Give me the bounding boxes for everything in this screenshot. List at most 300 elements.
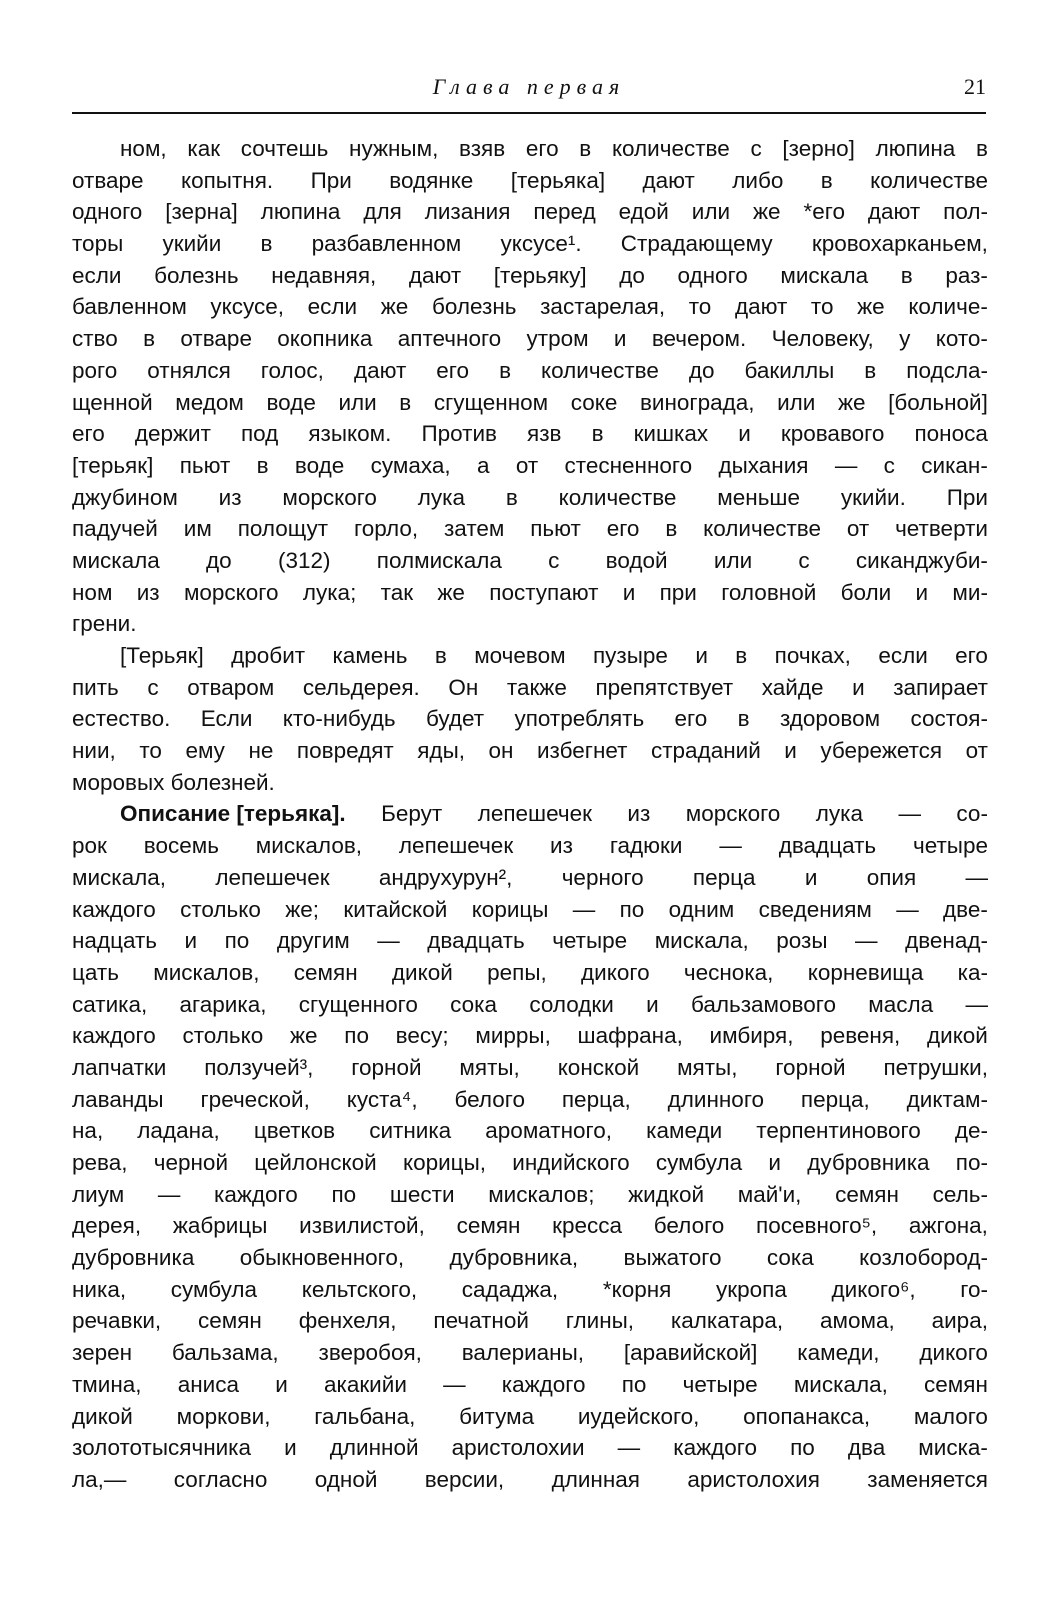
text-line [72, 1432, 988, 1464]
text-line [72, 1115, 988, 1147]
word: ном, [120, 136, 167, 161]
text-line [72, 989, 988, 1021]
word: же; [285, 896, 320, 922]
word: восемь [143, 833, 219, 859]
word: яды, [417, 738, 465, 764]
word: воде [266, 389, 316, 415]
word: до [206, 547, 232, 573]
word: ка- [957, 959, 988, 985]
word: камеди, [797, 1340, 880, 1366]
word: перед [533, 199, 596, 225]
word: поноса [914, 421, 988, 447]
word: сгущенного [298, 991, 418, 1017]
word: количестве [611, 136, 730, 161]
word: одним [668, 896, 735, 922]
word: черного [561, 864, 644, 890]
word: подсла- [906, 357, 988, 383]
text-line [72, 1464, 988, 1496]
text-line [72, 387, 988, 419]
word: мискалов; [488, 1181, 595, 1207]
word: окопника [277, 326, 373, 352]
word: бавленном [72, 294, 187, 320]
word: водой [605, 547, 668, 573]
word: в [976, 136, 988, 161]
word: одного [677, 262, 748, 288]
word: лепешечек [215, 864, 330, 890]
word: чеснока, [683, 959, 774, 985]
word: поступают [489, 579, 599, 605]
word: Страдающему [620, 231, 773, 257]
word: то [810, 294, 834, 320]
word: сумбула [170, 1276, 258, 1302]
text-line [72, 1179, 988, 1211]
word: боли [840, 579, 892, 605]
text-line [72, 640, 988, 672]
word: в [499, 357, 512, 383]
word: будет [426, 706, 485, 732]
text-line [72, 672, 988, 704]
word: торы [72, 231, 124, 257]
word: из [218, 484, 242, 510]
text-line [72, 355, 988, 387]
word: дают [642, 167, 695, 193]
word: так [380, 579, 414, 605]
word: же [289, 1023, 318, 1049]
word: ревеня, [820, 1023, 901, 1049]
word: уксусе¹. [500, 231, 582, 257]
word: джубином [72, 484, 178, 510]
word: корневища [807, 959, 924, 985]
word: с [147, 674, 159, 700]
word: в [505, 484, 518, 510]
running-head [72, 72, 986, 112]
word: *корня [602, 1276, 672, 1302]
word: люпина [260, 199, 341, 225]
text-line [72, 260, 988, 292]
word: полощут [237, 516, 329, 542]
text-line [72, 1020, 988, 1052]
word: — [377, 928, 400, 954]
word: горной [351, 1054, 422, 1080]
word: и [646, 991, 659, 1017]
word: или [691, 199, 731, 225]
word: [терьяку] [493, 262, 587, 288]
word: лаванды [72, 1086, 164, 1112]
word: и [275, 1371, 288, 1397]
word: в [260, 231, 273, 257]
word: печатной [433, 1308, 529, 1334]
text-line [72, 925, 988, 957]
word: дыхания [718, 452, 809, 478]
word: семян [456, 1213, 521, 1239]
word: ажгона, [908, 1213, 988, 1239]
word: — [719, 833, 742, 859]
word: держит [134, 421, 211, 447]
text-line [72, 1274, 988, 1306]
word: грени. [72, 611, 137, 637]
text-line [72, 513, 988, 545]
word: сададжа, [461, 1276, 559, 1302]
word: укропа [716, 1276, 787, 1302]
word: также [506, 674, 567, 700]
word: кото- [935, 326, 988, 352]
word: если [72, 262, 122, 288]
word: лука [417, 484, 466, 510]
word: агарика, [179, 991, 267, 1017]
word: раз- [945, 262, 988, 288]
word: мяты, [677, 1054, 738, 1080]
word: количестве [870, 167, 988, 193]
word: в [579, 136, 592, 161]
word: четыре [913, 833, 988, 859]
word: двадцать [427, 928, 525, 954]
word: — [834, 452, 858, 478]
word: хайде [761, 674, 824, 700]
word: в [434, 643, 447, 668]
word: не [248, 738, 274, 764]
word: обыкновенного, [239, 1245, 405, 1271]
text-line [72, 418, 988, 450]
word: почках, [774, 643, 851, 668]
word: лука [815, 801, 864, 827]
word: де- [954, 1118, 988, 1144]
word: количестве [558, 484, 677, 510]
word: и [784, 738, 797, 764]
chapter-title: Глава первая [432, 74, 626, 99]
word: либо [732, 167, 784, 193]
word: — [572, 896, 596, 922]
word: болезней. [170, 769, 275, 795]
word: страданий [650, 738, 761, 764]
word: головной [721, 579, 817, 605]
word: опия [866, 864, 917, 890]
word: едой [618, 199, 669, 225]
word: козлобород- [859, 1245, 988, 1271]
word: ладана, [137, 1118, 220, 1144]
word: жабрицы [172, 1213, 268, 1239]
text-line [72, 1147, 988, 1179]
word: сумбула [655, 1150, 743, 1175]
word: семян [835, 1181, 899, 1207]
word: с [798, 547, 810, 573]
word: го- [960, 1276, 988, 1302]
word: убережется [820, 738, 943, 764]
word: аристолохии [451, 1435, 585, 1461]
word: в [143, 326, 156, 352]
word: цветков [253, 1118, 336, 1144]
word: сока [450, 991, 498, 1017]
word: сведениям [758, 896, 872, 922]
word: миска- [918, 1435, 988, 1461]
word: у [899, 326, 911, 352]
word: семян [293, 959, 358, 985]
word: мискала, [654, 928, 749, 954]
word: по [331, 1181, 357, 1207]
word: столько [182, 1023, 264, 1049]
word: перца, [561, 1086, 631, 1112]
word: май'и, [737, 1181, 802, 1207]
word: длинная [551, 1466, 640, 1492]
body-text [72, 133, 988, 1496]
word: калкатара, [670, 1308, 784, 1334]
text-line [72, 196, 988, 228]
word: же [380, 294, 409, 320]
word: масла [868, 991, 934, 1017]
word: пузыре [592, 643, 668, 668]
word: мискала [72, 547, 160, 573]
word: со- [956, 801, 988, 827]
word: шести [389, 1181, 455, 1207]
word: валерианы, [461, 1340, 585, 1366]
text-line [72, 323, 988, 355]
word: дают [353, 357, 407, 383]
word: горло, [353, 516, 419, 542]
word: дают [408, 262, 462, 288]
word: сумаха, [370, 452, 451, 478]
word: — [855, 928, 878, 954]
word: зверобоя, [318, 1340, 422, 1366]
word: — [898, 801, 921, 827]
word: дерея, [72, 1213, 142, 1239]
word: дикой [927, 1023, 988, 1049]
word: имбиря, [709, 1023, 794, 1049]
word: аира, [931, 1308, 988, 1334]
text-line [72, 798, 988, 830]
word: андрухурун², [378, 864, 513, 890]
word: пьют [530, 516, 581, 542]
word: его [72, 421, 105, 447]
word: количе- [908, 294, 988, 320]
word: китайской [343, 896, 448, 922]
word: индийского [512, 1150, 630, 1175]
word: При [310, 167, 352, 193]
word: дают [734, 294, 788, 320]
text-line [72, 862, 988, 894]
word: дают [867, 199, 921, 225]
word: лепешечек [398, 833, 514, 859]
word: сикан- [921, 452, 988, 478]
word: лепешечек [477, 801, 592, 827]
word: гальбана, [314, 1403, 416, 1429]
word: опопанакса, [743, 1403, 871, 1429]
word: застарелая, [540, 294, 666, 320]
word: выжатого [623, 1245, 722, 1271]
word: надцать [72, 928, 158, 954]
word: бальзамового [690, 991, 836, 1017]
text-line [72, 165, 988, 197]
word: куста⁴, [346, 1086, 418, 1112]
word: же [437, 579, 465, 605]
word: морского [685, 801, 781, 827]
text-line [72, 894, 988, 926]
word: греческой, [200, 1086, 310, 1112]
word: морского [282, 484, 377, 510]
word: сель- [932, 1181, 988, 1207]
word: его [674, 706, 708, 732]
word: же [837, 389, 866, 415]
word: глины, [565, 1308, 635, 1334]
word: и [284, 1435, 297, 1461]
word: или [338, 389, 377, 415]
text-line [72, 703, 988, 735]
word: ла,— [72, 1466, 127, 1492]
word: камень [332, 643, 408, 668]
word: ситника [369, 1118, 452, 1144]
word: рок [72, 833, 107, 859]
word: [аравийской] [623, 1340, 758, 1366]
word: солодки [529, 991, 614, 1017]
word: — [965, 991, 988, 1017]
word: кровавого [780, 421, 885, 447]
word: дикого⁶, [831, 1276, 916, 1302]
word: — [157, 1181, 181, 1207]
word: моровых [72, 769, 165, 795]
word: сочтешь [240, 136, 329, 161]
word: языком. [308, 421, 392, 447]
word: мискала [780, 262, 869, 288]
word: отваре [72, 167, 144, 193]
word: по [621, 1371, 647, 1397]
word: пьют [179, 452, 231, 478]
word: [Терьяк] [120, 643, 204, 668]
word: *его [803, 199, 845, 225]
word: [зерна] [165, 199, 238, 225]
word: заменяется [867, 1466, 988, 1492]
word: перца, [800, 1086, 870, 1112]
word: в [735, 643, 748, 668]
text-line [72, 1242, 988, 1274]
word: в [900, 262, 913, 288]
text-line [72, 1369, 988, 1401]
word: с [883, 452, 895, 478]
word: бальзама, [171, 1340, 279, 1366]
word: болезнь [431, 294, 517, 320]
word: речавки, [72, 1308, 162, 1334]
word: взяв [459, 136, 506, 161]
word: столько [180, 896, 261, 922]
word: камеди [646, 1118, 723, 1144]
word: семян [198, 1308, 262, 1334]
word: золототысячника [72, 1435, 252, 1461]
word: фенхеля, [298, 1308, 397, 1334]
word: из [627, 801, 651, 827]
word: в [820, 167, 833, 193]
word: рева, [72, 1150, 128, 1175]
word: мирры, [475, 1023, 551, 1049]
word: дикой [391, 959, 453, 985]
word: по [790, 1435, 815, 1461]
word: голос, [260, 357, 324, 383]
text-line [72, 735, 988, 767]
word: от [846, 516, 870, 542]
word: четыре [552, 928, 628, 954]
word: соке [570, 389, 618, 415]
word: копытня. [181, 167, 274, 193]
word: репы, [487, 959, 547, 985]
word: Человеку, [771, 326, 874, 352]
word: затем [443, 516, 505, 542]
word: количестве [703, 516, 821, 542]
word: ему [185, 738, 225, 764]
word: [больной] [888, 389, 988, 415]
word: каждого [501, 1371, 586, 1397]
word: При [946, 484, 988, 510]
word: извилистой, [299, 1213, 425, 1239]
word: отнялся [147, 357, 231, 383]
word: гадюки [609, 833, 683, 859]
text-line [72, 1305, 988, 1337]
word: ароматного, [485, 1118, 613, 1144]
word: или [713, 547, 753, 573]
word: в [864, 357, 877, 383]
word: четверти [895, 516, 988, 542]
word: кто-нибудь [282, 706, 396, 732]
word: лизания [424, 199, 511, 225]
word: при [659, 579, 697, 605]
word: и [613, 326, 627, 352]
word: две- [943, 896, 988, 922]
text-line [72, 1052, 988, 1084]
word: согласно [173, 1466, 268, 1492]
word: его [606, 516, 640, 542]
word: каждого [72, 1023, 156, 1049]
word: и [852, 674, 865, 700]
word: малого [913, 1403, 988, 1429]
word: повредят [296, 738, 394, 764]
word: как [187, 136, 221, 161]
word: акакийи [323, 1371, 407, 1397]
word: до [688, 357, 715, 383]
word: винограда, [639, 389, 755, 415]
word: дубровника, [449, 1245, 579, 1271]
word: одной [314, 1466, 378, 1492]
word: из [550, 833, 573, 859]
word: в [399, 389, 412, 415]
word: препятствует [595, 674, 734, 700]
word: воде [294, 452, 345, 478]
word: белого [653, 1213, 725, 1239]
word: рого [72, 357, 118, 383]
word: четыре [682, 1371, 758, 1397]
text-line [72, 1084, 988, 1116]
word: аристолохия [687, 1466, 820, 1492]
word: водянке [389, 167, 474, 193]
word: его [955, 643, 988, 668]
word: же [857, 294, 885, 320]
word: двенад- [905, 928, 988, 954]
word: им [183, 516, 212, 542]
text-line [72, 577, 988, 609]
word: посевного⁵, [756, 1213, 878, 1239]
word: под [240, 421, 279, 447]
word: амома, [819, 1308, 895, 1334]
text-line [72, 830, 988, 862]
word: до [619, 262, 645, 288]
word: дикого [581, 959, 650, 985]
word: длинной [329, 1435, 419, 1461]
word: — [896, 896, 919, 922]
word: же [752, 199, 781, 225]
word: перца [692, 864, 756, 890]
word: двадцать [778, 833, 877, 859]
word: по- [955, 1150, 988, 1175]
word: Берут [381, 801, 443, 827]
word: сатика, [72, 991, 148, 1017]
word: с [548, 547, 560, 573]
word: (312) [277, 547, 331, 573]
word: и [804, 864, 818, 890]
word: шафрана, [577, 1023, 683, 1049]
